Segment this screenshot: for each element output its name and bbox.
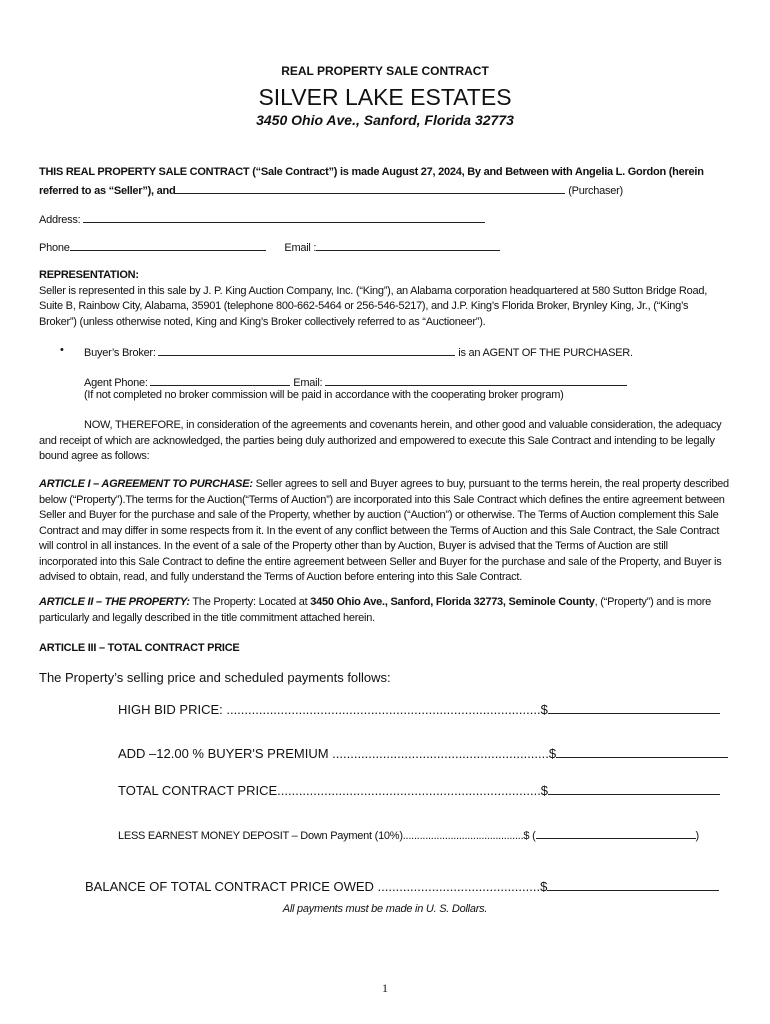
buyers-broker-suffix: is an AGENT OF THE PURCHASER.: [458, 347, 633, 359]
article-1-line-6: incorporated into this Sale Contract to define the entire agreement between Seller and Buyer for the purchase and sale of the Property, and Buyer is: [39, 555, 722, 568]
article-2-heading: ARTICLE II – THE PROPERTY:: [39, 596, 190, 608]
representation-line-2: Suite B, Rainbow City, Alabama, 35901 (telephone 800-662-5464 or 256-546-5217), and J.P. King’s Florida Broker, Brynley King, Jr., (“King’s: [39, 300, 689, 312]
article-1-line-1: [39, 477, 739, 493]
now-therefore-paragraph: [39, 418, 739, 465]
buyers-broker-label: Buyer’s Broker:: [84, 347, 156, 359]
article-1-line-7: advised to obtain, read, and fully understand the Terms of Auction before entering into this Sale Contract.: [39, 571, 523, 583]
earnest-money-field[interactable]: [536, 826, 696, 839]
representation-section: [39, 268, 739, 330]
property-address: 3450 Ohio Ave., Sanford, Florida 32773: [256, 112, 514, 128]
balance-owed-label: BALANCE OF TOTAL CONTRACT PRICE OWED .............................................$: [85, 879, 548, 894]
article-1-line-1-rest: Seller agrees to sell and Buyer agrees to buy, pursuant to the terms herein, the real property described: [252, 478, 729, 490]
buyers-broker-field[interactable]: [158, 343, 455, 356]
article-3-intro: The Property’s selling price and scheduled payments follows:: [39, 670, 391, 685]
representation-line-3: Broker”) (unless otherwise noted, King and King’s Broker collectively referred to as “Auctioneer”).: [39, 315, 486, 328]
intro-line-2: [39, 181, 739, 200]
balance-owed-field[interactable]: [547, 877, 719, 891]
intro-paragraph: [39, 165, 739, 199]
buyers-premium-label: ADD –12.00 % BUYER'S PREMIUM ............................................................$: [118, 746, 557, 761]
purchaser-name-field[interactable]: [175, 181, 565, 194]
article-1-line-2: below (“Property”).The terms for the Auction(“Terms of Auction”) are incorporated into this Sale Contract which defines the entire agreement between: [39, 493, 725, 506]
intro-line-2-start: referred to as “Seller”), and: [39, 184, 176, 197]
article-2-section: [39, 595, 739, 626]
high-bid-field[interactable]: [548, 700, 720, 714]
agent-phone-field[interactable]: [150, 373, 290, 386]
article-1-line-5: will control in all instances. In the event of a sale of the Property other than by Auction, Buyer is advised that the Terms of Auction are still: [39, 540, 668, 552]
now-therefore-line-2: and receipt of which are acknowledged, the parties being duly authorized and empowered to execute this Sale Contract and intending to be legally: [39, 434, 715, 447]
agent-phone-label: Agent Phone:: [84, 377, 148, 389]
intro-line-1: THIS REAL PROPERTY SALE CONTRACT (“Sale Contract”) is made August 27, 2024, By and Between with Angelia L. Gordon (herein: [39, 166, 704, 178]
email-label: Email :: [284, 242, 317, 254]
total-contract-field[interactable]: [548, 781, 720, 795]
high-bid-label: HIGH BID PRICE: .......................................................................................$: [118, 702, 548, 717]
agent-email-field[interactable]: [325, 373, 627, 386]
broker-commission-note: (If not completed no broker commission will be paid in accordance with the cooperating broker program): [84, 389, 564, 401]
representation-heading: REPRESENTATION:: [39, 269, 139, 281]
email-field[interactable]: [316, 238, 500, 251]
earnest-money-close: ): [695, 830, 699, 842]
earnest-money-row: [118, 826, 699, 845]
address-row: [39, 210, 485, 229]
article-2-location: 3450 Ohio Ave., Sanford, Florida 32773, Seminole County: [310, 596, 595, 608]
address-label: Address:: [39, 214, 81, 226]
phone-email-row: [39, 238, 500, 257]
buyers-premium-row: [118, 744, 728, 761]
representation-line-1: Seller is represented in this sale by J. P. King Auction Company, Inc. (“King”), an Alabama corporation headquartered at 580 Sutton Bridge Road,: [39, 284, 707, 297]
agent-email-label: Email:: [293, 377, 323, 389]
buyers-premium-field[interactable]: [556, 744, 728, 758]
article-2-line-1: [39, 595, 739, 611]
phone-label: Phone: [39, 242, 70, 254]
bullet-point: •: [60, 344, 64, 356]
article-1-section: [39, 477, 739, 586]
article-1-line-4: Contract and may differ in some respects from it. In the event of any conflict between the Terms of Auction and this Sale Contract, the Sale Contract: [39, 524, 720, 537]
phone-field[interactable]: [70, 238, 266, 251]
article-1-heading: ARTICLE I – AGREEMENT TO PURCHASE:: [39, 478, 253, 490]
total-contract-row: [118, 781, 720, 798]
document-type: REAL PROPERTY SALE CONTRACT: [281, 64, 489, 78]
now-therefore-line-1: NOW, THEREFORE, in consideration of the agreements and covenants herein, and other good and valuable consideration, the adequacy: [84, 419, 722, 431]
balance-owed-row: [85, 877, 719, 894]
buyers-broker-row: [84, 343, 633, 362]
address-field[interactable]: [83, 210, 485, 223]
high-bid-row: [118, 700, 720, 717]
article-3-heading: ARTICLE III – TOTAL CONTRACT PRICE: [39, 642, 240, 654]
article-2-line-2: particularly and legally described in the title commitment attached herein.: [39, 611, 375, 624]
total-contract-label: TOTAL CONTRACT PRICE.........................................................................$: [118, 783, 549, 798]
article-1-line-3: Seller and Buyer for the purchase and sale of the Property, whether by auction (“Auction”) or otherwise. The Terms of Auction complement this Sale: [39, 509, 719, 521]
article-2-text-a: The Property: Located at: [189, 596, 311, 608]
now-therefore-line-3: bound agree as follows:: [39, 450, 150, 462]
page-number: 1: [382, 981, 388, 995]
payment-note: All payments must be made in U. S. Dollars.: [282, 903, 488, 915]
estate-name: SILVER LAKE ESTATES: [258, 84, 512, 110]
article-2-text-b: , (“Property”) and is more: [594, 596, 712, 608]
earnest-money-label: LESS EARNEST MONEY DEPOSIT – Down Payment (10%)...........................................$ (: [118, 830, 536, 842]
purchaser-label: (Purchaser): [568, 184, 623, 197]
